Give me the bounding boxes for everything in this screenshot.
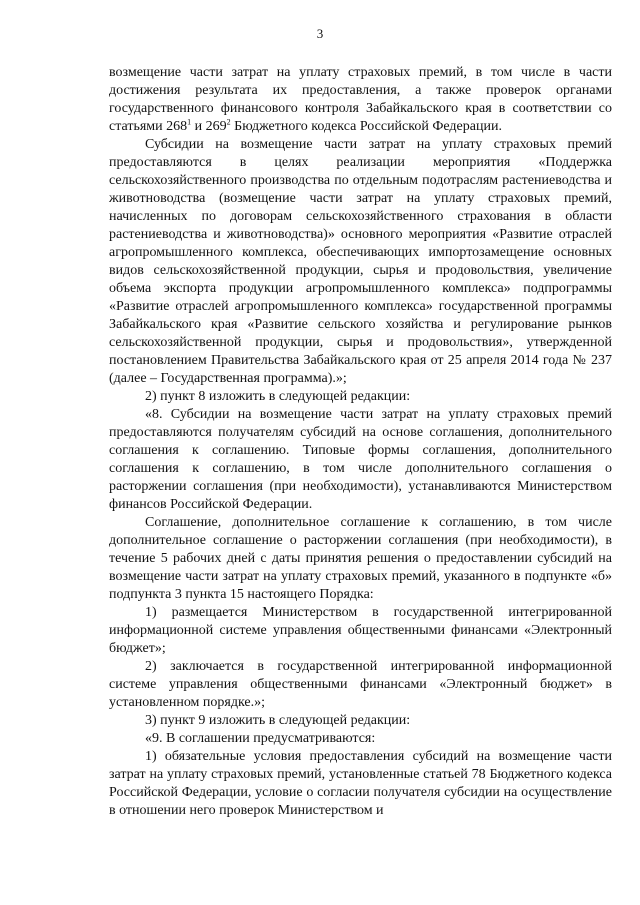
superscript: 1: [187, 117, 192, 127]
page-number: 3: [316, 26, 324, 41]
document-body: [109, 64, 612, 820]
paragraph: 3) пункт 9 изложить в следующей редакции:: [145, 713, 411, 728]
paragraph: Соглашение, дополнительное соглашение к соглашению, в том числе дополнительное соглашение о расторжении соглашения (при необходимости), в течение 5 рабочих дней с даты принятия решения о предоставлении субсидий на возмещение части затрат на уплату страховых премий, указанного в подпункте «б» подпункта 3 пункта 15 настоящего Порядка:: [109, 515, 612, 602]
paragraph: 2) пункт 8 изложить в следующей редакции:: [145, 389, 411, 404]
superscript: 2: [226, 117, 231, 127]
paragraph: Субсидии на возмещение части затрат на уплату страховых премий предоставляются в целях реализации мероприятия «Поддержка сельскохозяйственного производства по отдельным подотраслям растениеводства и животноводства (возмещение части затрат на уплату страховых премий, начисленных по договорам сельскохозяйственного страхования в области растениеводства и животноводства)» основного мероприятия «Развитие отраслей агропромышленного комплекса, обеспечивающих импортозамещение основных видов сельскохозяйственной продукции, сырья и продовольствия, увеличение объема экспорта продукции агропромышленного комплекса» подпрограммы «Развитие отраслей агропромышленного комплекса» государственной программы Забайкальского края «Развитие сельского хозяйства и регулирование рынков сельскохозяйственной продукции, сырья и продовольствия», утвержденной постановлением Правительства Забайкальского края от 25 апреля 2014 года № 237 (далее – Государственная программа).»;: [109, 137, 612, 386]
paragraph-text: и 269: [191, 119, 227, 134]
paragraph: 2) заключается в государственной интегрированной информационной системе управления общественными финансами «Электронный бюджет» в установленном порядке.»;: [109, 659, 612, 710]
paragraph-text: возмещение части затрат на уплату страховых премий, в том числе в части достижения результата их предоставления, а также проверок органами государственного финансового контроля Забайкальского края в соответствии со статьями 268: [109, 65, 612, 134]
paragraph: «9. В соглашении предусматриваются:: [145, 731, 376, 746]
paragraph: 1) размещается Министерством в государственной интегрированной информационной системе управления общественными финансами «Электронный бюджет»;: [109, 605, 612, 656]
paragraph-text: Бюджетного кодекса Российской Федерации.: [230, 119, 502, 134]
paragraph: 1) обязательные условия предоставления субсидий на возмещение части затрат на уплату страховых премий, установленные статьей 78 Бюджетного кодекса Российской Федерации, условие о согласии получателя субсидии на осуществление в отношении него проверок Министерством и: [109, 749, 612, 818]
paragraph-continuation: [109, 64, 612, 136]
paragraph: «8. Субсидии на возмещение части затрат на уплату страховых премий предоставляются получателям субсидий на основе соглашения, дополнительного соглашения к соглашению. Типовые формы соглашения, дополнительного соглашения к соглашению, в том числе дополнительного соглашения о расторжении соглашения (при необходимости), устанавливаются Министерством финансов Российской Федерации.: [109, 407, 612, 512]
